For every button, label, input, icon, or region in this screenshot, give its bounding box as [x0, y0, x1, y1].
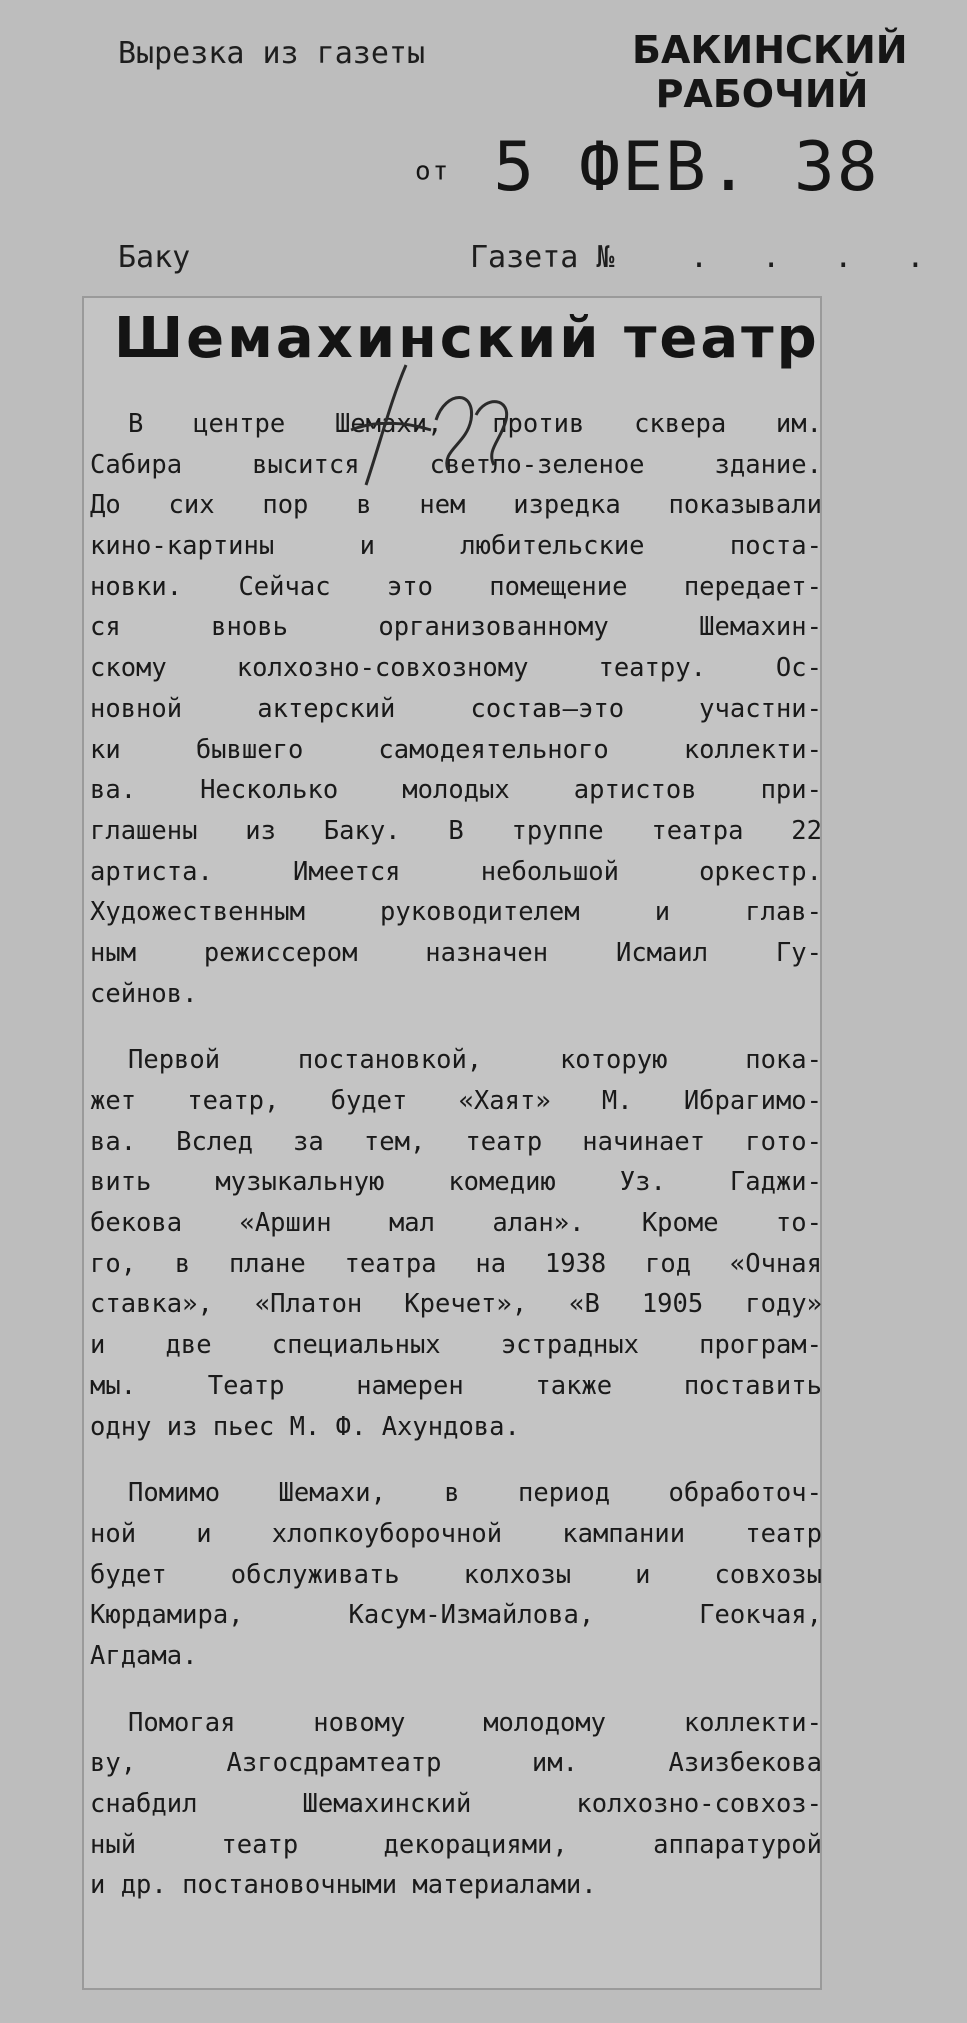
- date-prefix: от: [415, 156, 451, 187]
- clipping-label: Вырезка из газеты: [118, 36, 426, 71]
- article-line: скому колхозно-совхозному театру. Ос-: [90, 653, 822, 684]
- paragraph-gap: [90, 1447, 822, 1473]
- article-line: и две специальных эстрадных програм-: [90, 1330, 822, 1361]
- article-line: Сабира высится светло-зеленое здание.: [90, 449, 822, 480]
- article-line: мы. Театр намерен также поставить: [90, 1370, 822, 1401]
- article-line: артиста. Имеется небольшой оркестр.: [90, 856, 822, 887]
- article-line: Агдама.: [90, 1640, 198, 1671]
- article-line: ва. Несколько молодых артистов при-: [90, 775, 822, 806]
- article-line: В центре Шемахи, против сквера им.: [128, 409, 822, 439]
- article-line: Кюрдамира, Касум-Измайлова, Геокчая,: [90, 1600, 822, 1631]
- article-line: го, в плане театра на 1938 год «Очная: [90, 1248, 822, 1279]
- paragraph-gap: [90, 1677, 822, 1703]
- article-line: кино-картины и любительские поста-: [90, 531, 822, 562]
- paragraph-gap: [90, 1014, 822, 1040]
- article-line: бекова «Аршин мал алан». Кроме то-: [90, 1208, 822, 1239]
- article-line: ки бывшего самодеятельного коллекти-: [90, 734, 822, 765]
- article-line: новной актерский состав—это участни-: [90, 693, 822, 724]
- article-line: ставка», «Платон Кречет», «В 1905 году»: [90, 1289, 822, 1320]
- article-line: ный театр декорациями, аппаратурой: [90, 1829, 822, 1860]
- gazeta-number: . . . .: [690, 240, 943, 275]
- article-body: [90, 404, 822, 1906]
- article-line: новки. Сейчас это помещение передает-: [90, 571, 822, 602]
- article-headline: Шемахинский театр: [114, 306, 820, 371]
- article-line: Помогая новому молодому коллекти-: [128, 1707, 822, 1738]
- date-stamp: [415, 128, 880, 207]
- article-line: глашены из Баку. В труппе театра 22: [90, 815, 822, 846]
- article-line: ся вновь организованному Шемахин-: [90, 612, 822, 643]
- gazeta-label: Газета №: [470, 240, 615, 275]
- article-line: и др. постановочными материалами.: [90, 1870, 597, 1901]
- article-line: будет обслуживать колхозы и совхозы: [90, 1559, 822, 1590]
- article-line: ным режиссером назначен Исмаил Гу-: [90, 937, 822, 968]
- article-line: жет театр, будет «Хаят» М. Ибрагимо-: [90, 1086, 822, 1116]
- article-clipping: [82, 296, 822, 1990]
- article-line: снабдил Шемахинский колхозно-совхоз-: [90, 1789, 822, 1819]
- article-line: Первой постановкой, которую пока-: [128, 1045, 822, 1076]
- newspaper-name: БАКИНСКИЙ РАБОЧИЙ: [632, 28, 908, 116]
- article-line: Художественным руководителем и глав-: [90, 897, 822, 928]
- article-line: одну из пьес М. Ф. Ахундова.: [90, 1411, 520, 1442]
- article-line: ва. Вслед за тем, театр начинает гото-: [90, 1126, 822, 1157]
- article-line: сейнов.: [90, 978, 198, 1009]
- article-line: ной и хлопкоуборочной кампании театр: [90, 1518, 822, 1549]
- article-line: До сих пор в нем изредка показывали: [90, 490, 822, 521]
- city-label: Баку: [118, 240, 191, 275]
- article-line: Помимо Шемахи, в период обработоч-: [128, 1478, 822, 1509]
- article-line: вить музыкальную комедию Уз. Гаджи-: [90, 1167, 822, 1198]
- article-line: ву, Азгосдрамтеатр им. Азизбекова: [90, 1748, 822, 1779]
- date-value: 5 ФЕВ. 38: [493, 128, 880, 207]
